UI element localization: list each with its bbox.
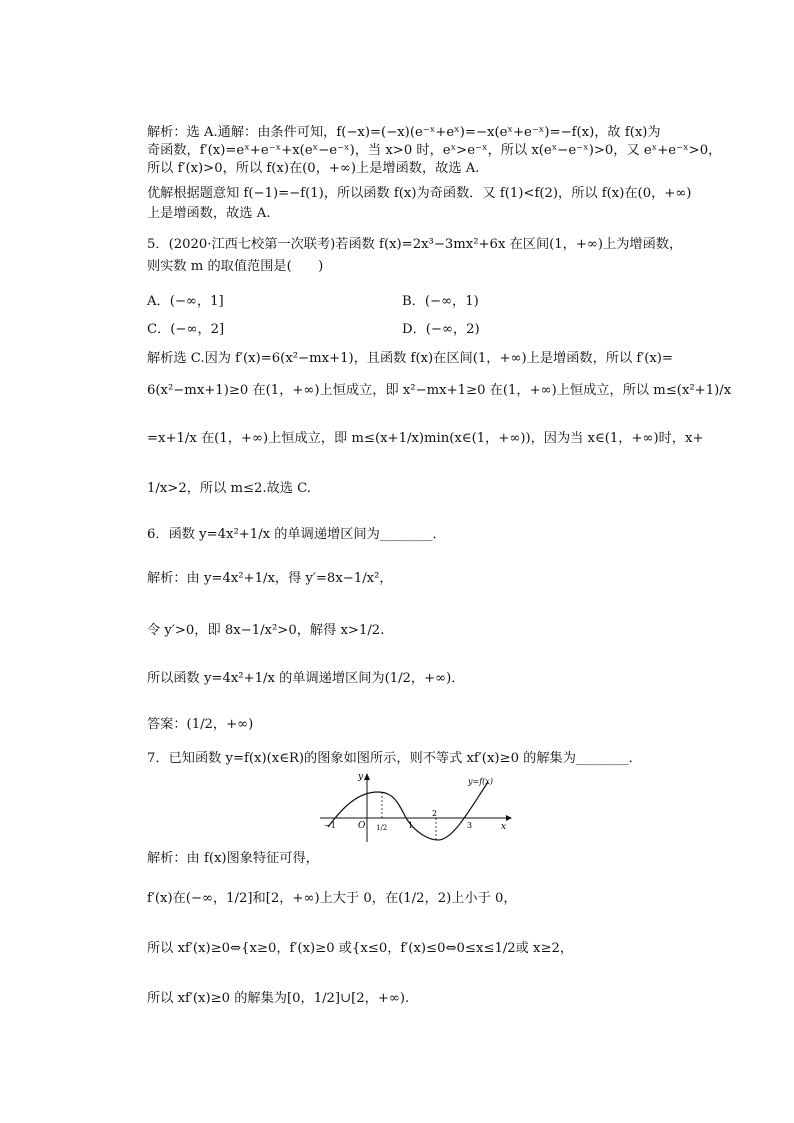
- text-line: 解析选 C.因为 f′(x)=6(x²−mx+1)，且函数 f(x)在区间(1，+∞)上是增函数，所以 f′(x)=: [147, 351, 673, 366]
- text-line: 解析：由 f(x)图象特征可得，: [147, 851, 319, 866]
- curve-label: y=f(x): [468, 777, 493, 786]
- text-line: 优解根据题意知 f(−1)=−f(1)，所以函数 f(x)为奇函数．又 f(1)<f(2)，所以 f(x)在(0，+∞): [147, 186, 692, 201]
- origin-label: O: [358, 821, 366, 831]
- tick-label: −1: [324, 821, 336, 830]
- text-line: 令 y′>0，即 8x−1/x²>0，解得 x>1/2.: [147, 623, 385, 638]
- text-line: 上是增函数，故选 A.: [147, 206, 271, 221]
- text-line: 1/x>2，所以 m≤2.故选 C.: [147, 481, 311, 496]
- question-5: 5．(2020·江西七校第一次联考)若函数 f(x)=2x³−3mx²+6x 在区间(1，+∞)上为增函数，: [147, 237, 683, 252]
- text-line: 所以 xf′(x)≥0⇔{x≥0，f′(x)≥0 或{x≤0，f′(x)≤0⇔0≤x≤1/2或 x≥2，: [147, 941, 574, 956]
- y-axis-arrow-icon: [364, 773, 370, 780]
- tick-label: 3: [467, 821, 473, 830]
- text-line: =x+1/x 在(1，+∞)上恒成立，即 m≤(x+1/x)min(x∈(1，+∞))，因为当 x∈(1，+∞)时，x+: [147, 431, 704, 446]
- question-6: 6．函数 y=4x²+1/x 的单调递增区间为________．: [147, 527, 446, 542]
- curve: [328, 782, 488, 840]
- tick-label: 1/2: [376, 824, 388, 832]
- x-axis-arrow-icon: [506, 815, 512, 821]
- tick-label: 2: [432, 809, 438, 818]
- question-7: 7．已知函数 y=f(x)(x∈R)的图象如图所示，则不等式 xf′(x)≥0 的解集为________．: [147, 751, 642, 766]
- text-line: f′(x)在(−∞，1/2]和[2，+∞)上大于 0，在(1/2，2)上小于 0，: [147, 891, 517, 906]
- text-line: 所以 xf′(x)≥0 的解集为[0，1/2]∪[2，+∞).: [147, 991, 410, 1006]
- text-line: 奇函数，f′(x)=eˣ+e⁻ˣ+x(eˣ−e⁻ˣ)，当 x>0 时，eˣ>e⁻ˣ，所以 x(eˣ−e⁻ˣ)>0，又 eˣ+e⁻ˣ>0，: [147, 143, 722, 158]
- tick-label: 1: [408, 821, 414, 830]
- text-line: 解析：选 A.通解：由条件可知，f(−x)=(−x)(e⁻ˣ+eˣ)=−x(eˣ+e⁻ˣ)=−f(x)，故 f(x)为: [147, 125, 661, 140]
- option-d: D．(−∞，2): [402, 322, 480, 337]
- x-label: x: [501, 822, 507, 832]
- option-b: B．(−∞，1): [402, 294, 479, 309]
- option-a: A．(−∞，1]: [147, 294, 224, 309]
- text-line: 6(x²−mx+1)≥0 在(1，+∞)上恒成立，即 x²−mx+1≥0 在(1，+∞)上恒成立，所以 m≤(x²+1)/x: [147, 383, 732, 398]
- function-graph: [318, 772, 513, 844]
- y-label: y: [358, 772, 364, 782]
- text-line: 所以函数 y=4x²+1/x 的单调递增区间为(1/2，+∞)．: [147, 671, 465, 686]
- text-line: 所以 f′(x)>0，所以 f(x)在(0，+∞)上是增函数，故选 A.: [147, 161, 480, 176]
- option-c: C．(−∞，2]: [147, 322, 225, 337]
- text-line: 则实数 m 的取值范围是( ): [147, 259, 324, 274]
- text-line: 解析：由 y=4x²+1/x，得 y′=8x−1/x²，: [147, 571, 393, 586]
- answer: 答案：(1/2，+∞): [147, 717, 254, 732]
